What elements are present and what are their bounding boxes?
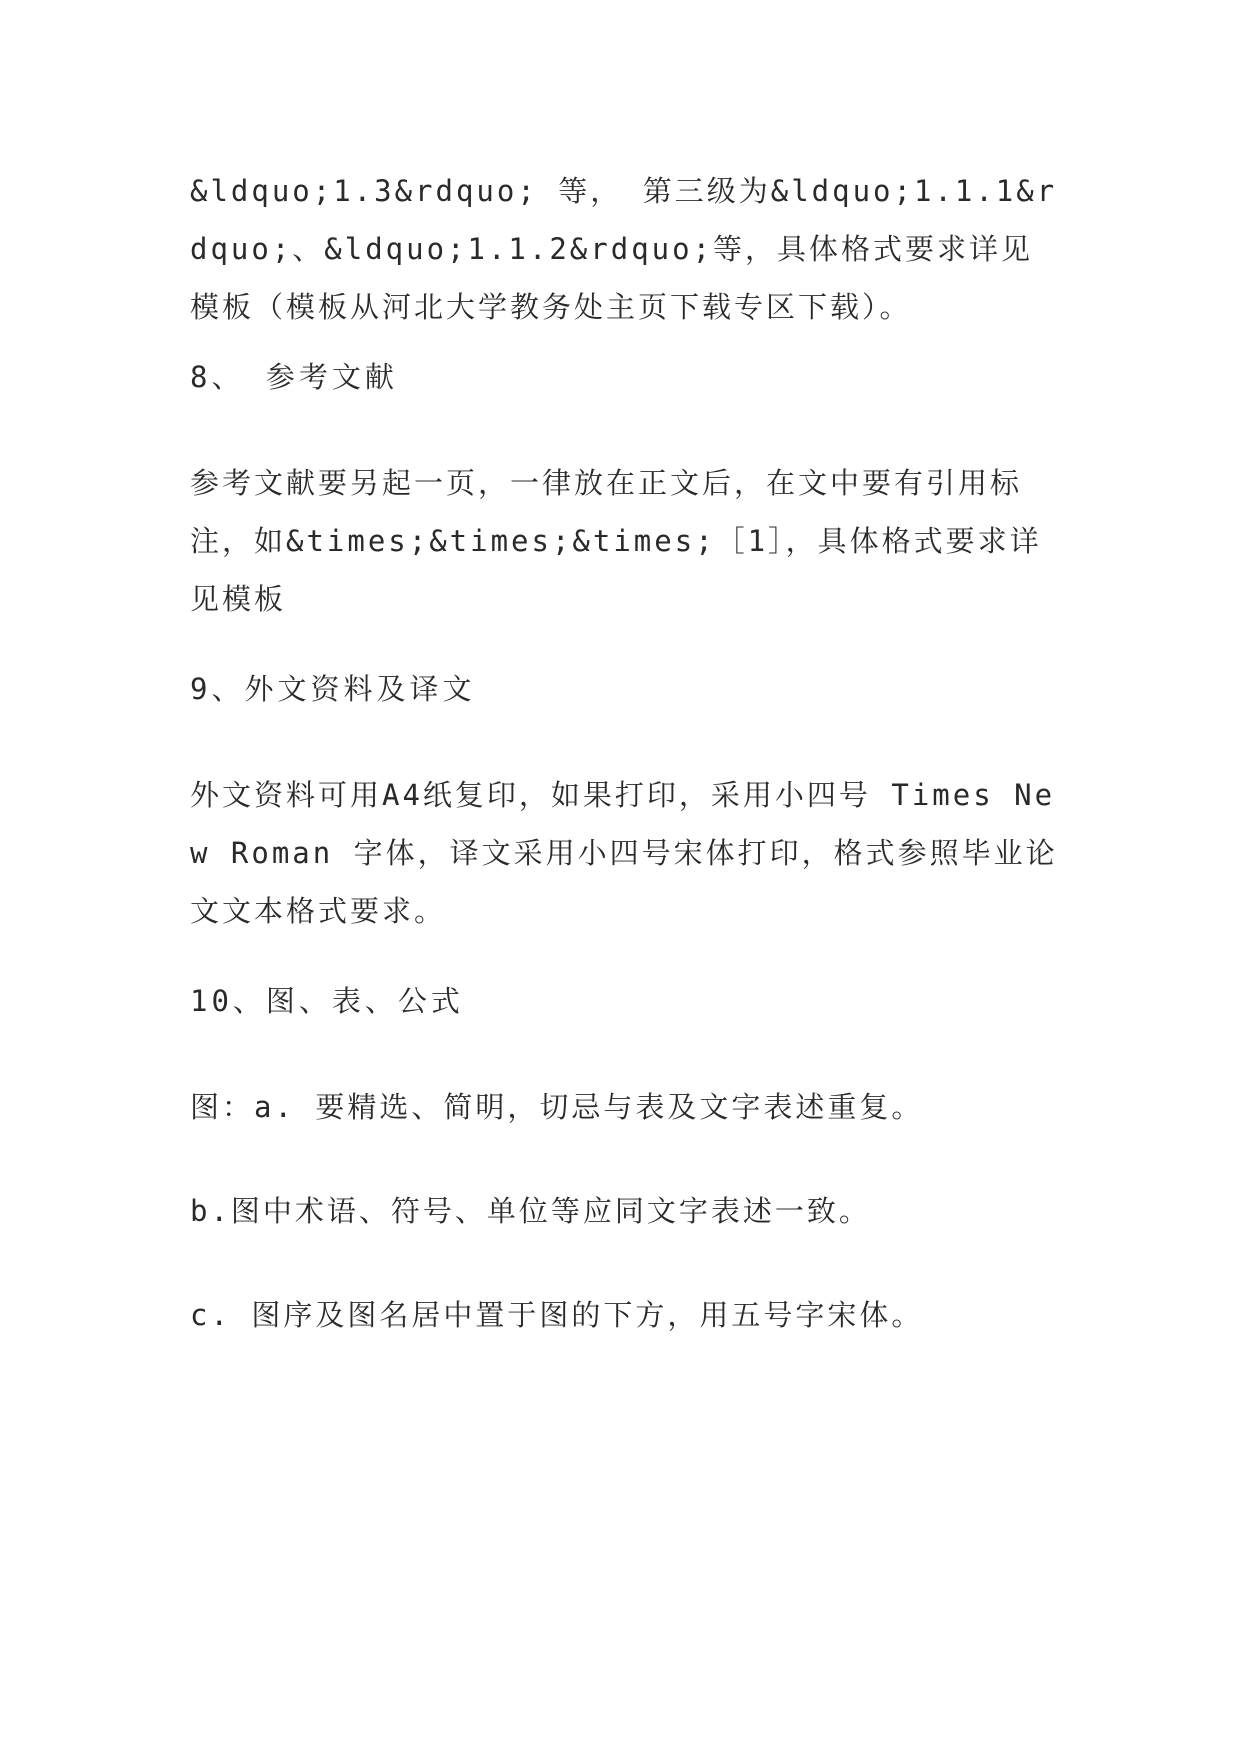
section-heading-foreign-materials: 9、外文资料及译文 xyxy=(190,672,476,706)
paragraph-heading-numbering: &ldquo;1.3&rdquo; 等， 第三级为&ldquo;1.1.1&rdquo;、&ldquo;1.1.2&rdquo;等，具体格式要求详见模板（模板从河北大学教务处主页下载专区下载）。 xyxy=(190,174,1058,324)
paragraph-figure-rule-c: c. 图序及图名居中置于图的下方，用五号字宋体。 xyxy=(190,1298,924,1332)
section-heading-references: 8、 参考文献 xyxy=(190,360,398,394)
paragraph-figure-rule-a: 图：a. 要精选、简明，切忌与表及文字表述重复。 xyxy=(190,1090,924,1124)
paragraph-references: 参考文献要另起一页，一律放在正文后，在文中要有引用标注，如&times;&times;&times;［1］，具体格式要求详见模板 xyxy=(190,466,1042,616)
paragraph-figure-rule-b: b.图中术语、符号、单位等应同文字表述一致。 xyxy=(190,1194,871,1228)
section-heading-figures-tables-formulas: 10、图、表、公式 xyxy=(190,984,464,1018)
paragraph-foreign-materials: 外文资料可用A4纸复印，如果打印，采用小四号 Times New Roman 字体，译文采用小四号宋体打印，格式参照毕业论文文本格式要求。 xyxy=(190,778,1058,928)
